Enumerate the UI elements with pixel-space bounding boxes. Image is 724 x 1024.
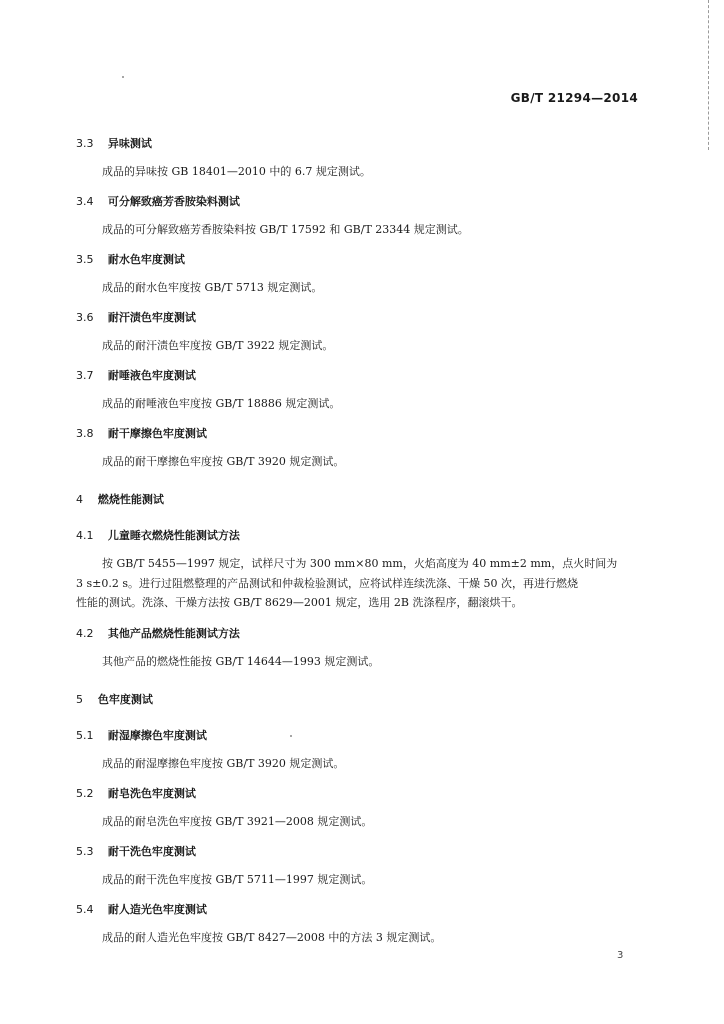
section-title: 耐干洗色牢度测试 [107, 845, 196, 858]
section-heading-3-3 [76, 135, 152, 151]
section-title: 耐水色牢度测试 [107, 253, 185, 266]
section-heading-4 [76, 491, 164, 507]
section-heading-5-1 [76, 727, 207, 743]
section-body-5-3: 成品的耐干洗色牢度按 GB/T 5711—1997 规定测试。 [102, 873, 373, 886]
section-number: 5.4 [76, 903, 94, 916]
section-number: 5 [76, 693, 83, 706]
section-body-3-6: 成品的耐汗渍色牢度按 GB/T 3922 规定测试。 [102, 339, 334, 352]
section-number: 5.1 [76, 729, 94, 742]
section-title: 耐湿摩擦色牢度测试 [107, 729, 207, 742]
section-heading-5-2 [76, 785, 196, 801]
section-number: 3.3 [76, 137, 94, 150]
section-title: 耐唾液色牢度测试 [107, 369, 196, 382]
section-number: 3.5 [76, 253, 94, 266]
section-title: 耐人造光色牢度测试 [107, 903, 207, 916]
section-number: 4 [76, 493, 83, 506]
section-number: 5.2 [76, 787, 94, 800]
section-body-3-8: 成品的耐干摩擦色牢度按 GB/T 3920 规定测试。 [102, 455, 345, 468]
section-number: 3.4 [76, 195, 94, 208]
section-heading-3-8 [76, 425, 207, 441]
section-heading-5-4 [76, 901, 207, 917]
section-number: 3.7 [76, 369, 94, 382]
section-title: 异味测试 [107, 137, 152, 150]
section-body-5-4: 成品的耐人造光色牢度按 GB/T 8427—2008 中的方法 3 规定测试。 [102, 931, 442, 944]
scan-speck [122, 76, 124, 78]
section-body-3-5: 成品的耐水色牢度按 GB/T 5713 规定测试。 [102, 281, 323, 294]
section-heading-3-7 [76, 367, 196, 383]
section-title: 耐皂洗色牢度测试 [107, 787, 196, 800]
section-body-3-3: 成品的异味按 GB 18401—2010 中的 6.7 规定测试。 [102, 165, 371, 178]
section-number: 3.8 [76, 427, 94, 440]
page-number: 3 [617, 950, 624, 961]
section-title: 耐汗渍色牢度测试 [107, 311, 196, 324]
section-body-5-2: 成品的耐皂洗色牢度按 GB/T 3921—2008 规定测试。 [102, 815, 373, 828]
section-body-3-4: 成品的可分解致癌芳香胺染料按 GB/T 17592 和 GB/T 23344 规定测试。 [102, 223, 469, 236]
section-heading-5 [76, 691, 153, 707]
section-heading-3-6 [76, 309, 196, 325]
section-title: 其他产品燃烧性能测试方法 [107, 627, 240, 640]
section-body-4-1 [76, 554, 636, 613]
section-heading-3-5 [76, 251, 185, 267]
section-title: 耐干摩擦色牢度测试 [107, 427, 207, 440]
section-body-4-2: 其他产品的燃烧性能按 GB/T 14644—1993 规定测试。 [102, 655, 380, 668]
section-title: 儿童睡衣燃烧性能测试方法 [107, 529, 240, 542]
section-heading-3-4 [76, 193, 240, 209]
section-title: 可分解致癌芳香胺染料测试 [107, 195, 240, 208]
scan-edge-line [708, 0, 709, 150]
section-heading-4-1 [76, 527, 240, 543]
section-heading-4-2 [76, 625, 240, 641]
section-body-3-7: 成品的耐唾液色牢度按 GB/T 18886 规定测试。 [102, 397, 341, 410]
section-title: 燃烧性能测试 [97, 493, 164, 506]
section-body-5-1: 成品的耐湿摩擦色牢度按 GB/T 3920 规定测试。 [102, 757, 345, 770]
standard-code-header: GB/T 21294—2014 [510, 91, 638, 105]
section-number: 4.2 [76, 627, 94, 640]
scan-speck [290, 735, 292, 737]
paragraph-line: 按 GB/T 5455—1997 规定，试样尺寸为 300 mm×80 mm，火焰高度为 40 mm±2 mm，点火时间为 [102, 557, 618, 570]
section-title: 色牢度测试 [97, 693, 153, 706]
paragraph-line: 3 s±0.2 s。进行过阻燃整理的产品测试和仲裁检验测试，应将试样连续洗涤、干燥 50 次，再进行燃烧 [76, 576, 578, 590]
section-number: 5.3 [76, 845, 94, 858]
section-number: 4.1 [76, 529, 94, 542]
paragraph-line: 性能的测试。洗涤、干燥方法按 GB/T 8629—2001 规定，选用 2B 洗涤程序，翻滚烘干。 [76, 596, 523, 609]
section-heading-5-3 [76, 843, 196, 859]
section-number: 3.6 [76, 311, 94, 324]
